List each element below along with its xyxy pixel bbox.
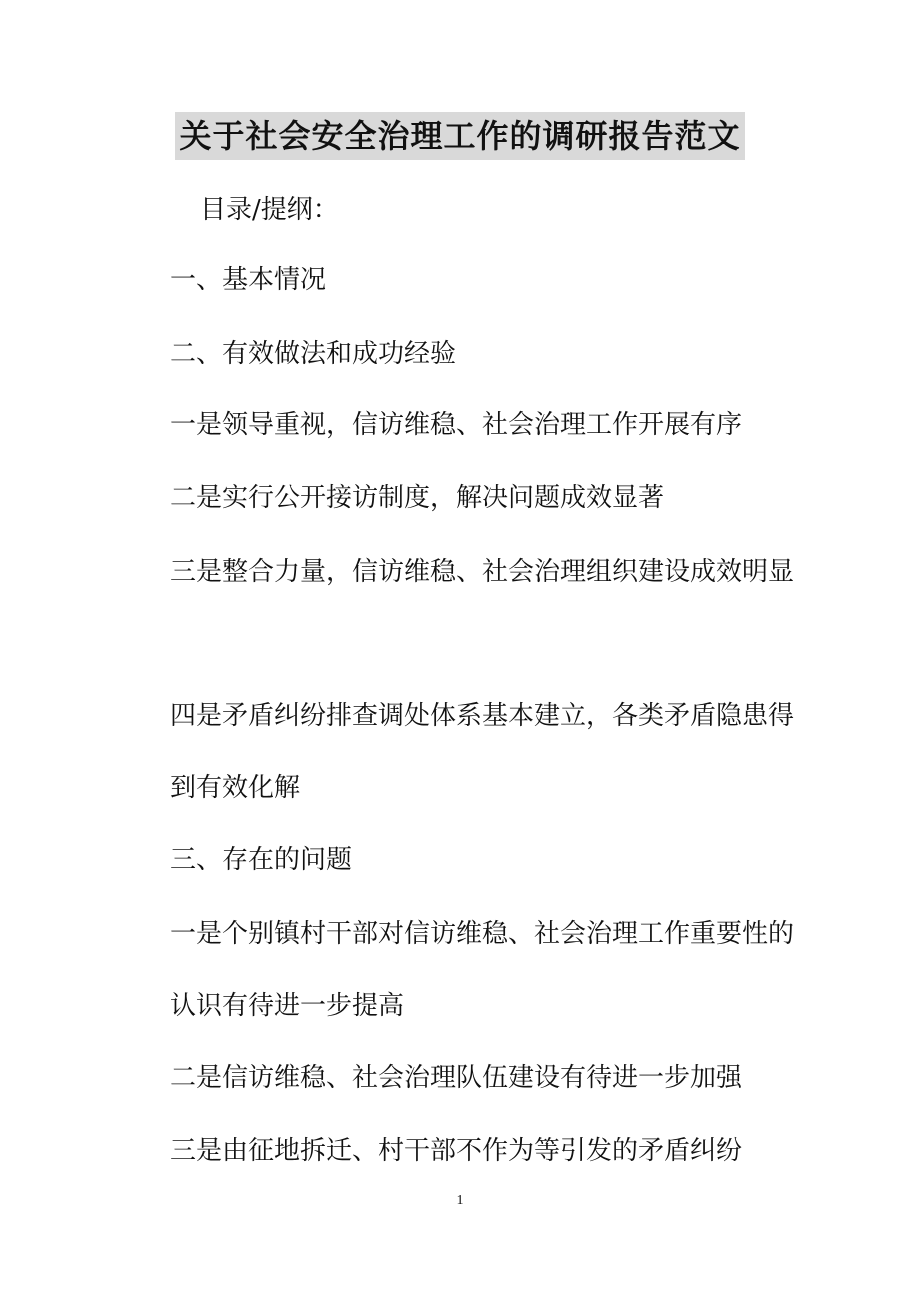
- outline-item: 一是个别镇村干部对信访维稳、社会治理工作重要性的认识有待进一步提高: [170, 919, 795, 1021]
- document-title-block: [0, 112, 920, 160]
- outline-item: 三是整合力量，信访维稳、社会治理组织建设成效明显: [170, 557, 795, 587]
- outline-item: 二是实行公开接访制度，解决问题成效显著: [170, 483, 665, 513]
- outline-item: 二是信访维稳、社会治理队伍建设有待进一步加强: [170, 1063, 743, 1093]
- outline-item: 三、存在的问题: [170, 845, 353, 875]
- page-number: 1: [456, 1193, 464, 1208]
- toc-label: 目录/提纲：: [200, 195, 339, 225]
- outline-item: 一、基本情况: [170, 265, 327, 295]
- outline-item: 二、有效做法和成功经验: [170, 339, 457, 369]
- outline-item: 一是领导重视，信访维稳、社会治理工作开展有序: [170, 410, 743, 440]
- outline-item: 三是由征地拆迁、村干部不作为等引发的矛盾纠纷: [170, 1136, 743, 1166]
- outline-item: 四是矛盾纠纷排查调处体系基本建立，各类矛盾隐患得到有效化解: [170, 701, 795, 803]
- document-title: 关于社会安全治理工作的调研报告范文: [175, 112, 744, 160]
